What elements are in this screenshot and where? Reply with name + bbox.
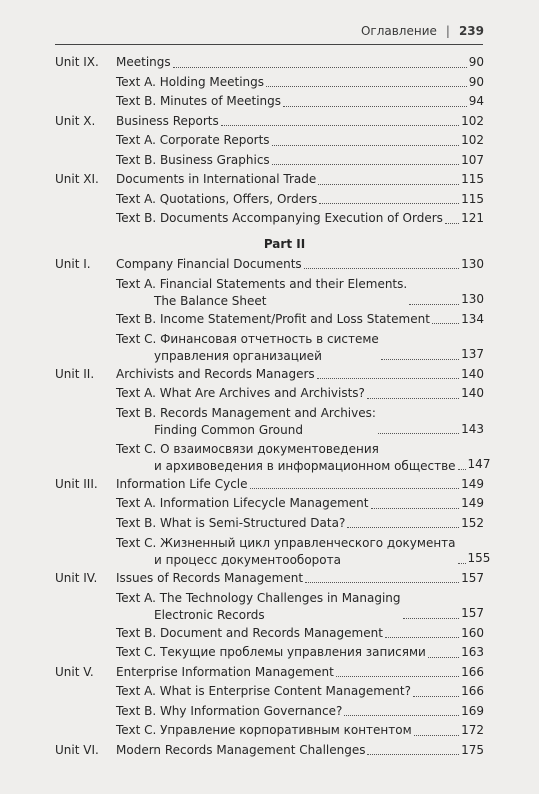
toc-text-row[interactable] <box>0 514 539 534</box>
toc-entry <box>116 439 491 475</box>
entry-title: Information Life Cycle <box>116 476 248 491</box>
entry-page-number: 147 <box>467 457 491 471</box>
dot-leader <box>347 527 459 528</box>
dot-leader <box>250 488 460 489</box>
toc-unit-row[interactable] <box>0 569 539 589</box>
toc-text-row[interactable] <box>0 190 539 210</box>
entry-title: Text B. Why Information Governance? <box>116 703 343 718</box>
toc-text-row[interactable] <box>0 384 539 404</box>
entry-page-number: 140 <box>461 366 484 381</box>
toc-entry <box>116 310 484 330</box>
section-title: Оглавление <box>360 24 437 38</box>
entry-title: Text B. Business Graphics <box>116 152 270 167</box>
entry-title: Text B. Minutes of Meetings <box>116 94 282 108</box>
entry-page-number: 102 <box>461 133 484 147</box>
toc-entry <box>116 53 484 73</box>
toc-unit-row[interactable] <box>0 112 539 132</box>
toc-entry <box>116 92 484 112</box>
toc-entry <box>116 151 484 171</box>
toc-entry <box>116 329 484 365</box>
entry-title: Issues of Records Management <box>116 570 304 585</box>
dot-leader <box>173 67 467 68</box>
dot-leader <box>283 106 467 107</box>
dot-leader <box>371 508 460 509</box>
toc-entry <box>116 533 491 569</box>
toc-entry <box>116 190 484 210</box>
entry-page-number: 149 <box>461 476 484 491</box>
entry-page-number: 102 <box>461 113 484 128</box>
toc-text-row[interactable] <box>0 92 539 112</box>
toc-entry <box>116 494 484 514</box>
entry-page-number: 107 <box>461 152 484 167</box>
toc-entry <box>116 682 484 702</box>
entry-page-number: 166 <box>461 684 484 698</box>
entry-title-continued: The Balance Sheet <box>154 293 267 308</box>
toc-unit-row[interactable] <box>0 53 539 73</box>
dot-leader <box>367 754 459 755</box>
toc-entry <box>116 209 484 229</box>
entry-page-number: 169 <box>461 703 484 718</box>
toc-text-row[interactable] <box>0 329 539 365</box>
entry-page-number: 94 <box>468 94 484 108</box>
toc-entry <box>116 131 484 151</box>
unit-label: Unit X. <box>55 113 96 128</box>
entry-title: Company Financial Documents <box>116 256 302 271</box>
toc-unit-row[interactable] <box>0 741 539 761</box>
entry-title: Text A. Quotations, Offers, Orders <box>116 191 318 206</box>
toc-unit-row[interactable] <box>0 475 539 495</box>
entry-title: Text A. Holding Meetings <box>116 74 265 89</box>
entry-title: Text C. Управление корпоративным контентом <box>116 723 412 737</box>
entry-title: Text B. Income Statement/Profit and Loss Statement <box>116 311 430 326</box>
entry-page-number: 134 <box>461 311 484 326</box>
entry-page-number: 163 <box>461 645 484 659</box>
unit-label: Unit I. <box>55 256 91 271</box>
toc-text-row[interactable] <box>0 588 539 624</box>
toc-text-row[interactable] <box>0 624 539 644</box>
unit-label: Unit VI. <box>55 742 99 757</box>
dot-leader <box>344 715 459 716</box>
dot-leader <box>413 696 459 697</box>
unit-label: Unit III. <box>55 476 98 491</box>
entry-title: Modern Records Management Challenges <box>116 742 366 757</box>
entry-page-number: 140 <box>461 386 484 400</box>
entry-title-continued: Finding Common Ground <box>154 423 303 437</box>
entry-title: Text C. Финансовая отчетность в системе <box>116 331 379 346</box>
unit-label: Unit II. <box>55 366 95 381</box>
entry-page-number: 143 <box>461 421 484 436</box>
entry-title: Text C. Текущие проблемы управления записями <box>116 645 426 659</box>
entry-title: Text A. What Are Archives and Archivists? <box>116 386 365 400</box>
toc-unit-row[interactable] <box>0 255 539 275</box>
toc-entry <box>116 475 484 495</box>
toc-text-row[interactable] <box>0 274 539 310</box>
dot-leader <box>221 125 459 126</box>
table-of-contents <box>0 53 539 760</box>
unit-label: Unit IV. <box>55 570 98 585</box>
entry-page-number: 115 <box>461 191 484 206</box>
entry-page-number: 130 <box>461 292 484 306</box>
entry-title: Text A. What is Enterprise Content Management? <box>116 684 411 698</box>
toc-text-row[interactable] <box>0 682 539 702</box>
toc-text-row[interactable] <box>0 439 539 475</box>
toc-unit-row[interactable] <box>0 365 539 385</box>
entry-title: Text B. Document and Records Management <box>116 625 383 640</box>
unit-label: Unit IX. <box>55 55 99 69</box>
entry-page-number: 152 <box>461 515 484 530</box>
toc-entry <box>116 721 484 741</box>
toc-text-row[interactable] <box>0 73 539 93</box>
toc-entry <box>116 702 484 722</box>
dot-leader <box>445 223 459 224</box>
entry-page-number: 157 <box>461 606 484 620</box>
unit-label: Unit V. <box>55 664 94 679</box>
dot-leader <box>367 398 459 399</box>
dot-leader <box>403 618 460 619</box>
toc-entry <box>116 741 484 761</box>
entry-title: Business Reports <box>116 113 219 128</box>
dot-leader <box>458 563 466 564</box>
toc-text-row[interactable] <box>0 643 539 663</box>
entry-title: Meetings <box>116 55 171 69</box>
entry-page-number: 115 <box>461 172 484 186</box>
entry-page-number: 157 <box>461 570 484 585</box>
toc-text-row[interactable] <box>0 533 539 569</box>
entry-page-number: 160 <box>461 625 484 640</box>
toc-text-row[interactable] <box>0 310 539 330</box>
toc-text-row[interactable] <box>0 404 539 440</box>
dot-leader <box>378 433 459 434</box>
entry-page-number: 155 <box>467 551 491 565</box>
entry-title: Documents in International Trade <box>116 172 317 186</box>
toc-entry <box>116 514 484 534</box>
entry-title: Text A. Corporate Reports <box>116 133 270 147</box>
toc-entry <box>116 588 484 624</box>
toc-text-row[interactable] <box>0 209 539 229</box>
toc-text-row[interactable] <box>0 494 539 514</box>
dot-leader <box>428 657 459 658</box>
toc-entry <box>116 73 484 93</box>
toc-text-row[interactable] <box>0 721 539 741</box>
dot-leader <box>305 582 459 583</box>
entry-title: Archivists and Records Managers <box>116 366 315 381</box>
dot-leader <box>272 164 459 165</box>
dot-leader <box>458 469 466 470</box>
toc-entry <box>116 569 484 589</box>
dot-leader <box>266 86 467 87</box>
header-separator: | <box>445 24 450 38</box>
entry-title: Enterprise Information Management <box>116 664 334 679</box>
entry-page-number: 90 <box>468 55 484 69</box>
dot-leader <box>385 637 459 638</box>
toc-entry <box>116 404 484 440</box>
running-header <box>361 24 484 38</box>
toc-entry <box>116 255 484 275</box>
header-rule <box>55 44 483 45</box>
dot-leader <box>319 203 459 204</box>
dot-leader <box>304 268 459 269</box>
entry-title: Text A. The Technology Challenges in Managing <box>116 590 401 605</box>
entry-page-number: 90 <box>468 74 484 89</box>
entry-page-number: 166 <box>461 664 484 679</box>
dot-leader <box>317 378 459 379</box>
dot-leader <box>432 323 459 324</box>
toc-entry <box>116 274 484 310</box>
toc-text-row[interactable] <box>0 131 539 151</box>
entry-title-continued: Electronic Records <box>154 607 265 622</box>
entry-page-number: 130 <box>461 256 484 271</box>
dot-leader <box>318 184 459 185</box>
toc-entry <box>116 643 484 663</box>
entry-page-number: 172 <box>461 723 484 737</box>
dot-leader <box>414 735 459 736</box>
toc-entry <box>116 624 484 644</box>
dot-leader <box>409 304 459 305</box>
dot-leader <box>336 676 459 677</box>
part-heading: Part II <box>263 236 306 251</box>
toc-entry <box>116 384 484 404</box>
unit-label: Unit XI. <box>55 172 99 186</box>
entry-title: Text B. Records Management and Archives: <box>116 406 376 420</box>
entry-title: Text C. Жизненный цикл управленческого документа <box>116 535 456 550</box>
dot-leader <box>381 359 459 360</box>
toc-unit-row[interactable] <box>0 170 539 190</box>
toc-text-row[interactable] <box>0 702 539 722</box>
entry-page-number: 137 <box>461 347 484 361</box>
entry-title-continued: и процесс документооборота <box>154 552 341 567</box>
toc-entry <box>116 663 484 683</box>
entry-page-number: 175 <box>461 742 484 757</box>
entry-title-continued: и архивоведения в информационном обществе <box>154 458 456 473</box>
toc-entry <box>116 112 484 132</box>
entry-page-number: 149 <box>461 496 484 510</box>
entry-title: Text A. Financial Statements and their Elements. <box>116 276 408 291</box>
entry-title-continued: управления организацией <box>154 348 322 363</box>
toc-entry <box>116 365 484 385</box>
dot-leader <box>272 145 460 146</box>
toc-text-row[interactable] <box>0 151 539 171</box>
entry-title: Text C. О взаимосвязи документоведения <box>116 441 379 456</box>
toc-entry <box>116 170 484 190</box>
page-number: 239 <box>458 24 484 38</box>
entry-title: Text B. Documents Accompanying Execution of Orders <box>116 211 443 225</box>
entry-page-number: 121 <box>461 211 484 225</box>
entry-title: Text A. Information Lifecycle Management <box>116 496 369 510</box>
entry-title: Text B. What is Semi-Structured Data? <box>116 515 346 530</box>
toc-unit-row[interactable] <box>0 663 539 683</box>
